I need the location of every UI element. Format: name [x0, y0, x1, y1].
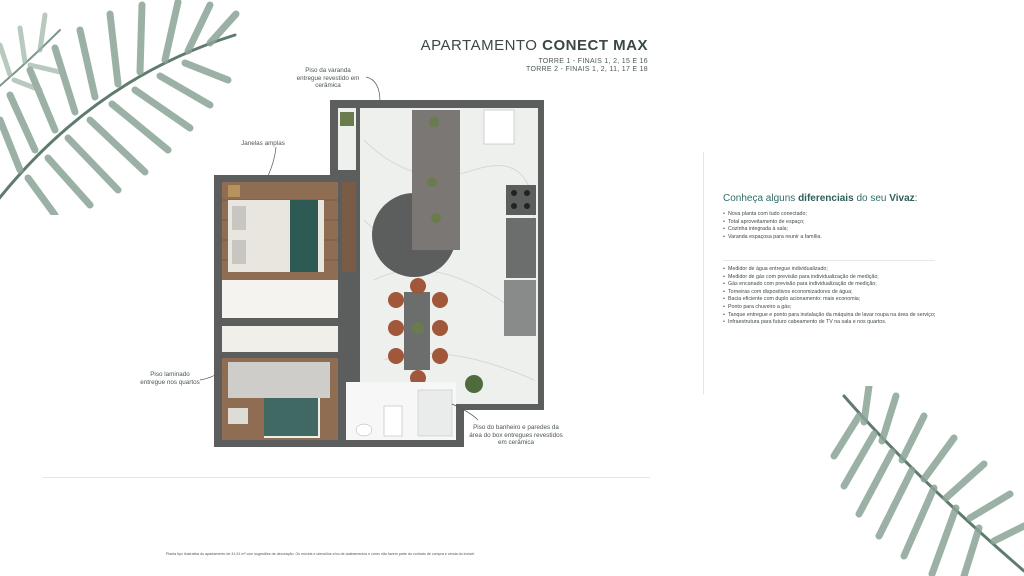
list-item: • Infraestrutura para futuro cabeamento de TV na sala e nos quartos. [723, 319, 945, 327]
palm-leaves-top-left [0, 0, 240, 215]
floor-plan-image [214, 100, 544, 447]
heading-suffix: : [914, 193, 918, 204]
list-item: • Total aproveitamento de espaço; [723, 219, 945, 227]
bottom-divider [43, 477, 650, 478]
palm-leaves-bottom-right [814, 386, 1024, 576]
list-item: • Medidor de água entregue individualizado; [723, 266, 945, 274]
callout-bathroom-floor: Piso do banheiro e paredes da área do box entregues revestidos em cerâmica [469, 424, 563, 446]
heading-diferenciais: diferenciais [798, 193, 854, 204]
tower-2-units: TORRE 2 - FINAIS 1, 2, 11, 17 E 18 [526, 66, 648, 73]
differentials-list-1 [723, 211, 945, 241]
heading-vivaz: Vivaz [889, 193, 915, 204]
title-prefix: APARTAMENTO [420, 37, 538, 54]
tower-1-units: TORRE 1 - FINAIS 1, 2, 15 E 16 [538, 58, 648, 65]
list-item: • Gás encanado com previsão para individualização de medição; [723, 281, 945, 289]
apartment-title [380, 37, 648, 54]
differentials-list-2 [723, 266, 945, 327]
differentials-heading [723, 193, 917, 204]
list-item: • Nova planta com tudo conectado; [723, 211, 945, 219]
footnote: Planta tipo ilustrativa do apartamento de 41,91 m² com sugestões de decoração. Os móveis e utensílios e/ou de acabamentos e cores não fazem parte do contrato de compra e venda do imóvel. [166, 552, 476, 556]
callout-large-windows: Janelas amplas [241, 140, 285, 147]
list-separator [723, 260, 935, 261]
callout-balcony-floor: Piso da varanda entregue revestido em cerâmica [296, 67, 360, 89]
heading-mid: do seu [856, 193, 887, 204]
callout-laminate-floor: Piso laminado entregue nos quartos [140, 371, 200, 386]
heading-prefix: Conheça alguns [723, 193, 796, 204]
list-item: • Tanque entregue e ponto para instalação da máquina de lavar roupa na área de serviço; [723, 312, 945, 320]
list-item: • Ponto para chuveiro a gás; [723, 304, 945, 312]
list-item: • Cozinha integrada à sala; [723, 226, 945, 234]
vertical-divider [703, 152, 704, 394]
list-item: • Varanda espaçosa para reunir a família. [723, 234, 945, 242]
list-item: • Torneiras com dispositivos economizadores de água; [723, 289, 945, 297]
list-item: • Medidor de gás com previsão para individualização de medição; [723, 274, 945, 282]
list-item: • Bacia eficiente com duplo acionamento: mais economia; [723, 296, 945, 304]
title-name: CONECT MAX [542, 37, 648, 54]
